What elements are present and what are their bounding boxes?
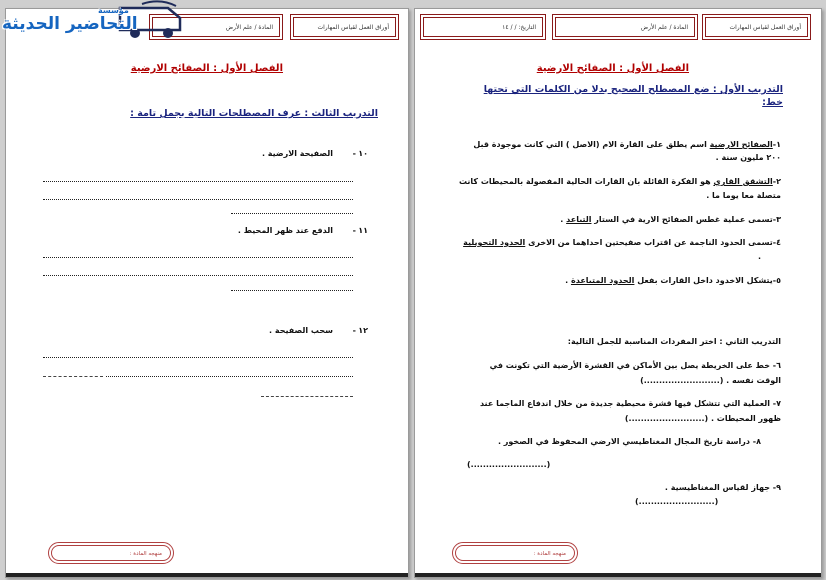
item-term: سحب الصفيحة . <box>269 326 333 335</box>
logo-small-text: مؤسسة <box>98 6 129 15</box>
s2-item-cont: الوقت نفسه . (.........................) <box>640 376 781 385</box>
subject-label: المادة / علم الأرض <box>640 24 688 31</box>
footer-box <box>455 545 575 561</box>
worksheet-page-right <box>414 8 822 578</box>
s2-item: ٧- العملية التي تتشكل فيها قشرة محيطية جديدة من خلال اندفاع الماجما عند <box>479 399 781 408</box>
footer-box <box>51 545 171 561</box>
s2-item-cont: (.........................) <box>635 497 719 506</box>
answer-line[interactable] <box>43 376 103 377</box>
footer-label: منهجه المادة : <box>533 551 566 557</box>
sheet-title: أوراق العمل لقياس المهارات <box>729 24 801 31</box>
publisher-logo <box>0 0 185 45</box>
item-number: ١١ <box>358 226 368 235</box>
s1-item: ٣-تسمى عملية غطس الصفائح الارية في الستار التباعد . <box>560 215 781 224</box>
sheet-title-box <box>293 17 396 37</box>
s2-item: ٨- دراسة تاريخ المجال المغناطيسي الارضي المحفوظ في الصخور . <box>497 437 761 446</box>
s2-item: ٦- خط على الخريطة يصل بين الأماكن في القشرة الأرضية التي تكونت في <box>489 361 781 370</box>
item-number: ١٠ <box>358 149 368 158</box>
s1-item-cont: متصلة معا يوما ما . <box>706 191 781 200</box>
s1-item: ٤-تسمى الحدود الناجمة عن اقتراب صفيحتين احداهما من الاخرى الحدود التحويلية <box>463 238 781 247</box>
footer-label: منهجه المادة : <box>129 551 162 557</box>
item-term: الصفيحة الارضية . <box>261 149 333 158</box>
item-term: الدفع عند ظهر المحيط . <box>237 226 333 235</box>
s1-item-cont: ٢٠٠ مليون سنة . <box>715 153 781 162</box>
answer-line[interactable] <box>43 357 353 358</box>
logo-text: التحاضير الحديثة <box>2 14 138 34</box>
s2-item: ٩- جهاز لقياس المغناطيسية . <box>664 483 781 492</box>
section1-title: التدريب الأول : ضع المصطلح الصحيح بدلا من الكلمات التي تحتها <box>483 84 783 95</box>
section3-title: التدريب الثالث : عرف المصطلحات التالية بجمل تامة : <box>130 108 378 119</box>
worksheet-page-left: أوراق العمل لقياس المهارات المادة / علم الأرض الفصل الأول : الصفائح الارضية التدريب الثالث : عرف المصطلحات التالية بجمل تامة : ١٠ - الصفيحة الارضية . ١١ - الدفع عند ظهر المحيط . ١٢ - سحب الصفيحة . منهجه المادة : <box>5 8 409 578</box>
date-label: التاريخ: / / ١٤ <box>502 24 536 31</box>
s2-item-cont: (.........................) <box>467 460 551 469</box>
answer-line[interactable] <box>231 213 353 214</box>
item-number: ١٢ <box>358 326 368 335</box>
chapter-title: الفصل الأول : الصفائح الارضية <box>536 63 689 74</box>
answer-line[interactable] <box>43 275 353 276</box>
chapter-title: الفصل الأول : الصفائح الارضية <box>130 63 283 74</box>
answer-line[interactable] <box>43 199 353 200</box>
s1-item: ١-الصفائح الارضية اسم يطلق على القارة الام (الاصل ) التي كانت موجودة قبل <box>473 140 781 149</box>
sheet-title: أوراق العمل لقياس المهارات <box>317 24 389 31</box>
answer-line[interactable] <box>43 181 353 182</box>
sheet-title-box <box>705 17 808 37</box>
answer-line[interactable] <box>106 376 353 377</box>
section1-title-cont: خط: <box>762 97 783 108</box>
s2-item-cont: ظهور المحيطات . (.........................) <box>624 414 781 423</box>
answer-line[interactable] <box>261 396 353 397</box>
answer-line[interactable] <box>43 257 353 258</box>
date-box <box>423 17 543 37</box>
subject-label: المادة / علم الأرض <box>225 24 273 31</box>
s1-item: ٢-التشقق القاري هو الفكرة القائلة بان القارات الحالية المفصولة بالمحيطات كانت <box>458 177 781 186</box>
subject-box <box>555 17 695 37</box>
answer-line[interactable] <box>231 290 353 291</box>
section2-title: التدريب الثاني : اختر المفردات المناسبة للجمل التالية: <box>567 337 781 346</box>
s1-item: ٥-يتشكل الاخدود داخل القارات بفعل الحدود المتباعدة . <box>565 276 781 285</box>
s1-item-cont: . <box>757 252 761 261</box>
